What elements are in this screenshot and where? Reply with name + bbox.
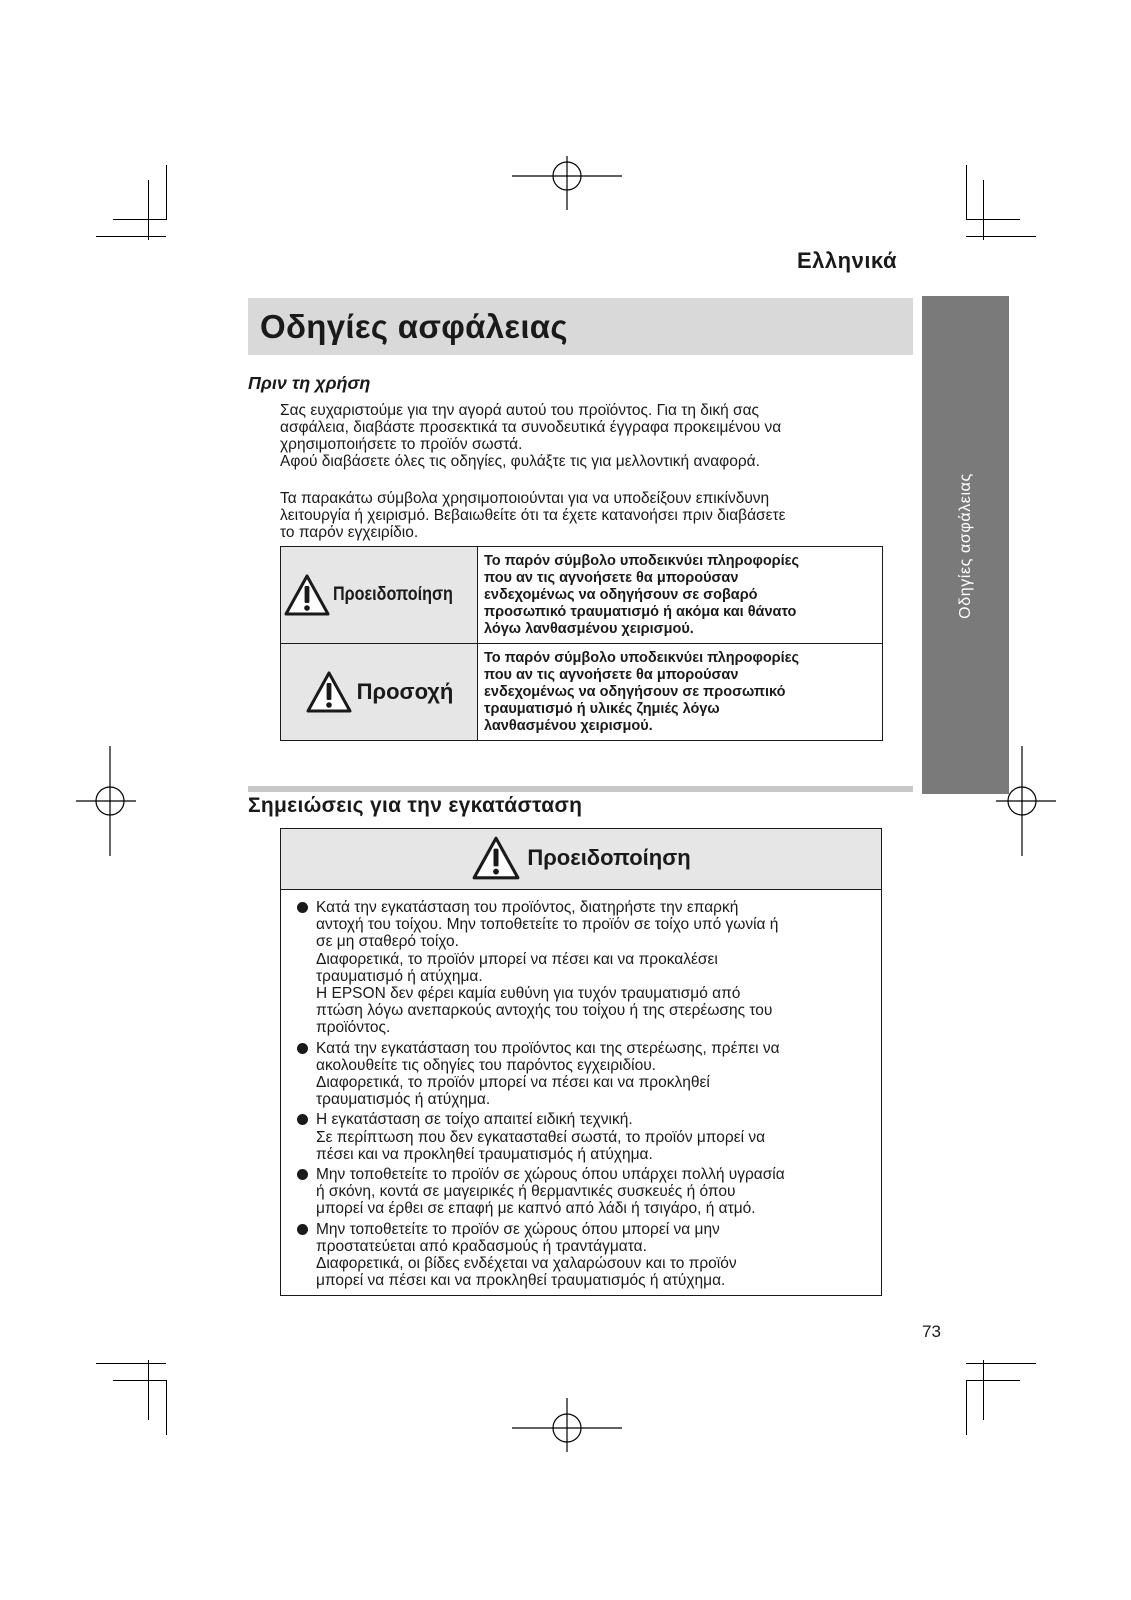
text-line: που αν τις αγνοήσετε θα μπορούσαν bbox=[484, 569, 739, 586]
warning-box-header bbox=[281, 829, 881, 890]
text-line: Μην τοποθετείτε το προϊόν σε χώρους όπου υπάρχει πολλή υγρασία bbox=[316, 1166, 785, 1184]
warning-triangle-icon bbox=[283, 573, 331, 617]
text-line: Μην τοποθετείτε το προϊόν σε χώρους όπου μπορεί να μην bbox=[316, 1220, 720, 1238]
text-line: ακολουθείτε τις οδηγίες του παρόντος εγχειριδίου. bbox=[316, 1056, 656, 1074]
crop-mark bbox=[966, 236, 1036, 237]
text-line: σε μη σταθερό τοίχο. bbox=[316, 933, 459, 951]
crop-mark bbox=[966, 1380, 967, 1435]
table-row bbox=[281, 644, 883, 741]
registration-mark-bottom bbox=[512, 1398, 622, 1452]
symbols-paragraph bbox=[280, 490, 910, 541]
text-line: το παρόν εγχειρίδιο. bbox=[280, 524, 419, 541]
text-line: προστατεύεται από κραδασμούς ή τραντάγματα. bbox=[316, 1237, 647, 1255]
bullet-icon bbox=[297, 1224, 308, 1235]
crop-mark bbox=[983, 180, 984, 240]
text-line: Η εγκατάσταση σε τοίχο απαιτεί ειδική τεχνική. bbox=[316, 1111, 633, 1129]
bullet-icon bbox=[297, 1114, 308, 1125]
installation-warning-list bbox=[281, 890, 881, 1289]
bullet-icon bbox=[297, 1169, 308, 1180]
text-line: τραυματισμό ή υλικές ζημιές λόγω bbox=[484, 700, 720, 717]
section-side-tab bbox=[922, 296, 1009, 794]
text-line: Κατά την εγκατάσταση του προϊόντος, διατηρήστε την επαρκή bbox=[316, 899, 739, 916]
text-line: λειτουργία ή χειρισμό. Βεβαιωθείτε ότι τα έχετε κατανοήσει πριν διαβάσετε bbox=[280, 507, 786, 524]
crop-mark bbox=[966, 219, 1020, 220]
crop-mark bbox=[96, 1363, 166, 1364]
text-line: προϊόντος. bbox=[316, 1019, 391, 1037]
text-line: που αν τις αγνοήσετε θα μπορούσαν bbox=[484, 666, 739, 683]
caution-symbol-cell bbox=[281, 644, 478, 741]
crop-mark bbox=[166, 165, 167, 220]
text-line: ασφάλεια, διαβάστε προσεκτικά τα συνοδευτικά έγγραφα προκειμένου να bbox=[280, 419, 782, 436]
language-label: Ελληνικά bbox=[797, 248, 897, 273]
text-line: ενδεχομένως να οδηγήσουν σε προσωπικό bbox=[484, 683, 786, 700]
text-line: Τα παρακάτω σύμβολα χρησιμοποιούνται για να υποδείξουν επικίνδυνη bbox=[280, 490, 770, 507]
text-line: Διαφορετικά, το προϊόν μπορεί να πέσει και να προκαλέσει bbox=[316, 950, 718, 968]
page-number: 73 bbox=[922, 1322, 941, 1341]
symbol-legend-table bbox=[280, 546, 883, 741]
bullet-icon bbox=[297, 902, 308, 913]
text-line: λόγω λανθασμένου χειρισμού. bbox=[484, 620, 694, 637]
text-line: τραυματισμό ή ατύχημα. bbox=[316, 967, 483, 985]
text-line: αντοχή του τοίχου. Μην τοποθετείτε το προϊόν σε τοίχο υπό γωνία ή bbox=[316, 916, 779, 934]
list-item bbox=[297, 899, 871, 1037]
crop-mark bbox=[966, 1363, 1036, 1364]
crop-mark bbox=[983, 1360, 984, 1420]
text-line: χρησιμοποιήσετε το προϊόν σωστά. bbox=[280, 436, 523, 453]
page-title: Οδηγίες ασφάλειας bbox=[260, 308, 568, 345]
section-divider bbox=[248, 786, 913, 792]
text-line: μπορεί να έρθει σε επαφή με καπνό από λάδι ή τσιγάρο, ή ατμό. bbox=[316, 1200, 756, 1218]
text-line: Σας ευχαριστούμε για την αγορά αυτού του προϊόντος. Για τη δική σας bbox=[280, 402, 760, 419]
text-line: ή σκόνη, κοντά σε μαγειρικές ή θερμαντικές συσκευές ή όπου bbox=[316, 1183, 736, 1201]
text-line: πτώση λόγω ανεπαρκούς αντοχής του τοίχου ή της στερέωσης του bbox=[316, 1002, 773, 1020]
crop-mark bbox=[148, 180, 149, 240]
crop-mark bbox=[113, 219, 167, 220]
crop-mark bbox=[966, 1380, 1020, 1381]
crop-mark bbox=[96, 236, 166, 237]
warning-triangle-icon bbox=[305, 670, 353, 714]
table-row bbox=[281, 547, 883, 644]
crop-mark bbox=[166, 1380, 167, 1435]
crop-mark bbox=[113, 1380, 167, 1381]
text-line: Αφού διαβάσετε όλες τις οδηγίες, φυλάξτε τις για μελλοντική αναφορά. bbox=[280, 453, 760, 470]
warning-triangle-icon bbox=[471, 835, 521, 881]
crop-mark bbox=[148, 1360, 149, 1420]
text-line: τραυματισμός ή ατύχημα. bbox=[316, 1091, 491, 1109]
text-line: Η EPSON δεν φέρει καμία ευθύνη για τυχόν τραυματισμό από bbox=[316, 985, 741, 1003]
page-title-bar bbox=[248, 298, 913, 355]
side-tab-label: Οδηγίες ασφάλειας bbox=[956, 473, 974, 619]
list-item bbox=[297, 1221, 871, 1290]
warning-symbol-cell bbox=[281, 547, 478, 644]
bullet-icon bbox=[297, 1043, 308, 1054]
list-item bbox=[297, 1040, 871, 1109]
text-line: Το παρόν σύμβολο υποδεικνύει πληροφορίες bbox=[484, 552, 800, 569]
intro-paragraph bbox=[280, 402, 910, 470]
registration-mark-left bbox=[76, 746, 136, 856]
before-use-heading: Πριν τη χρήση bbox=[248, 373, 371, 393]
text-line: Κατά την εγκατάσταση του προϊόντος και της στερέωσης, πρέπει να bbox=[316, 1039, 780, 1057]
installation-warning-box bbox=[280, 828, 882, 1296]
text-line: Διαφορετικά, το προϊόν μπορεί να πέσει και να προκληθεί bbox=[316, 1074, 710, 1092]
caution-label: Προσοχή bbox=[356, 679, 454, 704]
text-line: λανθασμένου χειρισμού. bbox=[484, 717, 653, 734]
caution-description bbox=[478, 644, 883, 741]
warning-label: Προειδοποίηση bbox=[333, 584, 454, 605]
warning-box-label: Προειδοποίηση bbox=[527, 845, 691, 870]
text-line: Σε περίπτωση που δεν εγκατασταθεί σωστά, το προϊόν μπορεί να bbox=[316, 1128, 766, 1146]
text-line: πέσει και να προκληθεί τραυματισμός ή ατύχημα. bbox=[316, 1145, 653, 1163]
text-line: προσωπικό τραυματισμό ή ακόμα και θάνατο bbox=[484, 603, 797, 620]
text-line: μπορεί να πέσει και να προκληθεί τραυματισμός ή ατύχημα. bbox=[316, 1272, 726, 1290]
text-line: Διαφορετικά, οι βίδες ενδέχεται να χαλαρώσουν και το προϊόν bbox=[316, 1255, 737, 1273]
list-item bbox=[297, 1111, 871, 1163]
installation-heading: Σημειώσεις για την εγκατάσταση bbox=[248, 794, 583, 817]
registration-mark-top bbox=[512, 156, 622, 210]
warning-description bbox=[478, 547, 883, 644]
text-line: Το παρόν σύμβολο υποδεικνύει πληροφορίες bbox=[484, 649, 800, 666]
crop-mark bbox=[966, 165, 967, 220]
text-line: ενδεχομένως να οδηγήσουν σε σοβαρό bbox=[484, 586, 758, 603]
list-item bbox=[297, 1166, 871, 1218]
